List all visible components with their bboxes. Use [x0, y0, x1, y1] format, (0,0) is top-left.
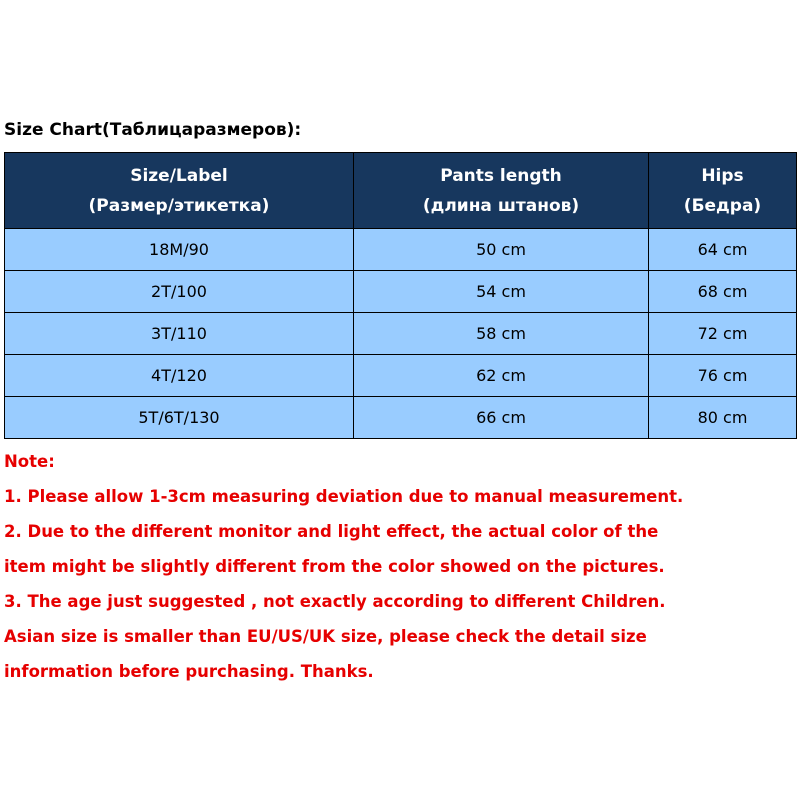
table-row — [5, 355, 797, 397]
note-heading: Note: — [4, 452, 55, 471]
size-chart-title: Size Chart(Таблицаразмеров): — [4, 120, 302, 140]
header-hips-ru: (Бедра) — [683, 195, 762, 216]
table-row — [5, 313, 797, 355]
header-pants-length-ru: (длина штанов) — [422, 195, 580, 216]
pants-length-cell: 66 cm — [354, 397, 649, 439]
header-hips — [649, 153, 797, 229]
header-pants-length — [354, 153, 649, 229]
hips-cell: 80 cm — [649, 397, 797, 439]
table-header-row — [5, 153, 797, 229]
note-line: 1. Please allow 1-3cm measuring deviation due to manual measurement. — [4, 487, 684, 506]
pants-length-cell: 50 cm — [354, 229, 649, 271]
size-cell: 5T/6T/130 — [5, 397, 354, 439]
note-line: information before purchasing. Thanks. — [4, 662, 374, 681]
notes-section — [4, 447, 683, 692]
note-line: Asian size is smaller than EU/US/UK size, please check the detail size — [4, 627, 647, 646]
pants-length-cell: 58 cm — [354, 313, 649, 355]
pants-length-cell: 54 cm — [354, 271, 649, 313]
hips-cell: 76 cm — [649, 355, 797, 397]
table-row — [5, 271, 797, 313]
table-row — [5, 229, 797, 271]
size-cell: 2T/100 — [5, 271, 354, 313]
size-cell: 18M/90 — [5, 229, 354, 271]
note-line: 3. The age just suggested , not exactly according to different Children. — [4, 592, 666, 611]
header-size-label — [5, 153, 354, 229]
size-chart-table — [4, 152, 797, 439]
note-line: item might be slightly different from the color showed on the pictures. — [4, 557, 665, 576]
table-row — [5, 397, 797, 439]
size-cell: 4T/120 — [5, 355, 354, 397]
pants-length-cell: 62 cm — [354, 355, 649, 397]
hips-cell: 64 cm — [649, 229, 797, 271]
header-hips-en: Hips — [701, 165, 744, 186]
hips-cell: 68 cm — [649, 271, 797, 313]
note-line: 2. Due to the different monitor and light effect, the actual color of the — [4, 522, 659, 541]
hips-cell: 72 cm — [649, 313, 797, 355]
size-cell: 3T/110 — [5, 313, 354, 355]
header-pants-length-en: Pants length — [440, 165, 562, 186]
header-size-label-en: Size/Label — [130, 165, 228, 186]
header-size-label-ru: (Размер/этикетка) — [88, 195, 270, 216]
